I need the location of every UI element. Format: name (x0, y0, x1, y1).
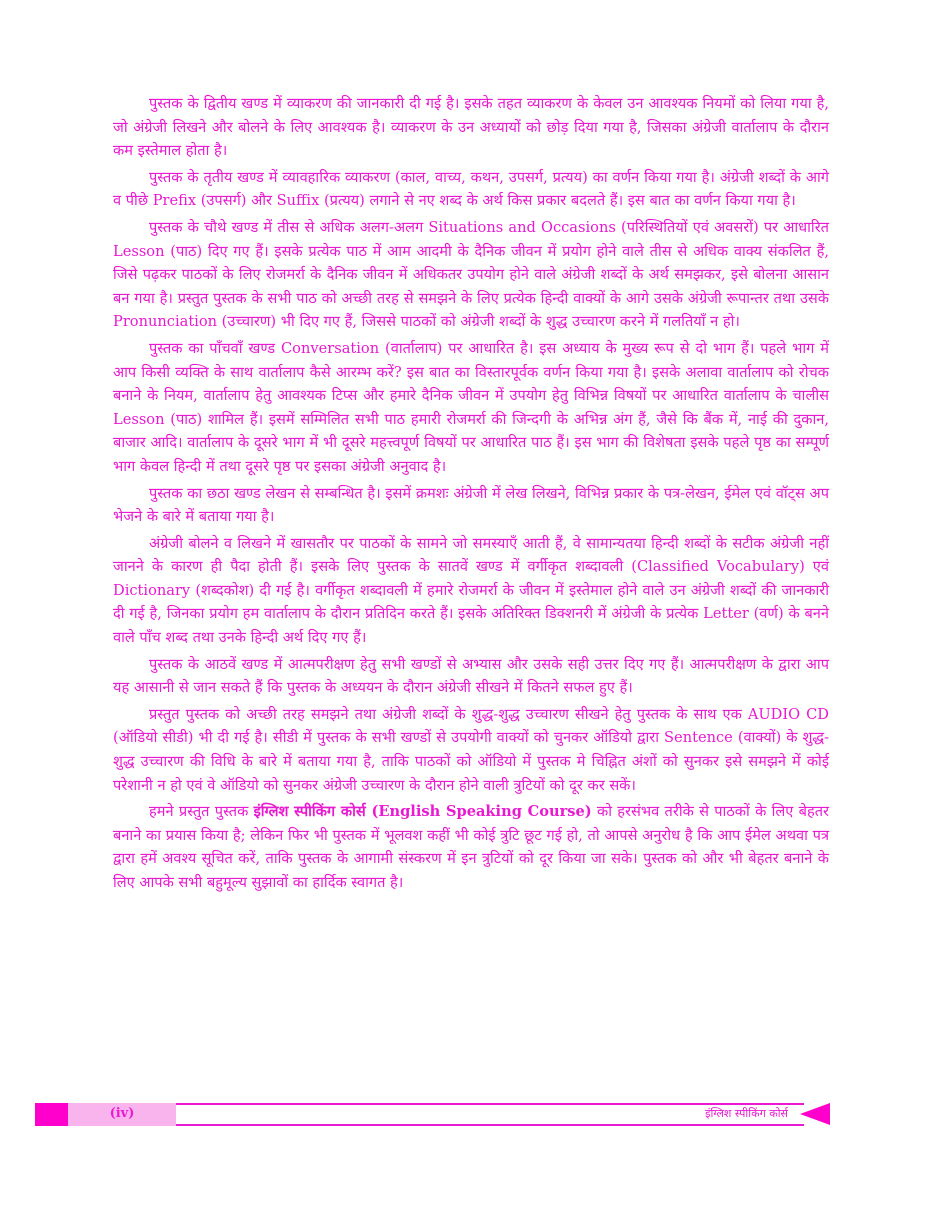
paragraph-closing (113, 800, 829, 894)
footer-arrow-icon (800, 1103, 830, 1125)
paragraph-section-eight: पुस्तक के आठवें खण्ड में आत्मपरीक्षण हेतु सभी खण्डों से अभ्यास और उसके सही उत्तर दिए गए हैं। आत्मपरीक्षण के द्वारा आप यह आसानी से जान सकते हैं कि पुस्तक के अध्ययन के दौरान अंग्रेजी सीखने में कितने सफल हुए हैं। (113, 655, 829, 697)
closing-text-after: को हरसंभव तरीके से पाठकों के लिए बेहतर बनाने का प्रयास किया है; लेकिन फिर भी पुस्तक में भूलवश कहीं भी कोई त्रुटि छूट गई हो, तो आपसे अनुरोध है कि आप ईमेल अथवा पत्र द्वारा हमें अवश्य सूचित करें, ताकि पुस्तक के आगामी संस्करण में इन त्रुटियों को दूर किया जा सके। पुस्तक को और भी बेहतर बनाने के लिए आपके सभी बहुमूल्य सुझावों का हार्दिक स्वागत है। (113, 803, 830, 891)
paragraph-section-three: पुस्तक के तृतीय खण्ड में व्यावहारिक व्याकरण (काल, वाच्य, कथन, उपसर्ग, प्रत्यय) का वर्णन किया गया है। अंग्रेजी शब्दों के आगे व पीछे Prefix (उपसर्ग) और Suffix (प्रत्यय) लगाने से नए शब्द के अर्थ किस प्रकार बदलते हैं। इस बात का वर्णन किया गया है। (113, 168, 829, 210)
book-title-bold: इंग्लिश स्पीकिंग कोर्स (English Speaking Course) (253, 803, 592, 821)
paragraph-section-five: पुस्तक का पाँचवाँ खण्ड Conversation (वार्तालाप) पर आधारित है। इस अध्याय के मुख्य रूप से दो भाग हैं। पहले भाग में आप किसी व्यक्ति के साथ वार्तालाप कैसे आरम्भ करें? इस बात का विस्तारपूर्वक वर्णन किया गया है। इसके अलावा वार्तालाप को रोचक बनाने के नियम, वार्तालाप हेतु आवश्यक टिप्स और हमारे दैनिक जीवन में उपयोग हेतु विभिन्न विषयों पर आधारित वार्तालाप के चालीस Lesson (पाठ) शामिल हैं। इसमें सम्मिलित सभी पाठ हमारी रोजमर्रा की जिन्दगी के अभिन्न अंग हैं, जैसे कि बैंक में, नाई की दुकान, बाजार आदि। वार्तालाप के दूसरे भाग में भी दूसरे महत्त्वपूर्ण विषयों पर आधारित पाठ हैं। इस भाग की विशेषता इसके पहले पृष्ठ का सम्पूर्ण भाग केवल हिन्दी में तथा दूसरे पृष्ठ पर इसका अंग्रेजी अनुवाद है। (113, 339, 829, 475)
page-body (113, 92, 829, 898)
footer-book-title: इंग्लिश स्पीकिंग कोर्स (705, 1107, 788, 1120)
paragraph-section-four: पुस्तक के चौथे खण्ड में तीस से अधिक अलग-अलग Situations and Occasions (परिस्थितियों एवं अवसरों) पर आधारित Lesson (पाठ) दिए गए हैं। इसके प्रत्येक पाठ में आम आदमी के दैनिक जीवन में प्रयोग होने वाले तीस से अधिक वाक्य संकलित हैं, जिसे पढ़कर पाठकों के लिए रोजमर्रा के दैनिक जीवन में अधिकतर उपयोग होने वाले अंग्रेजी शब्दों के अर्थ समझकर, इसे बोलना आसान बन गया है। प्रस्तुत पुस्तक के सभी पाठ को अच्छी तरह से समझने के लिए प्रत्येक हिन्दी वाक्यों के आगे उसके अंग्रेजी रूपान्तर तथा उसके Pronunciation (उच्चारण) भी दिए गए हैं, जिससे पाठकों को अंग्रेजी शब्दों के शुद्ध उच्चारण करने में गलतियाँ न हो। (113, 218, 829, 331)
paragraph-section-seven: अंग्रेजी बोलने व लिखने में खासतौर पर पाठकों के सामने जो समस्याएँ आती हैं, वे सामान्यतया हिन्दी शब्दों के सटीक अंग्रेजी नहीं जानने के कारण ही पैदा होती हैं। इसके लिए पुस्तक के सातवें खण्ड में वर्गीकृत शब्दावली (Classified Vocabulary) एवं Dictionary (शब्दकोश) दी गई है। वर्गीकृत शब्दावली में हमारे रोजमर्रा के जीवन में इस्तेमाल होने वाले उन अंग्रेजी शब्दों की जानकारी दी गई है, जिनका प्रयोग हम वार्तालाप के दौरान प्रतिदिन करते हैं। इसके अतिरिक्त डिक्शनरी में अंग्रेजी के प्रत्येक Letter (वर्ण) के बनने वाले पाँच शब्द तथा उनके हिन्दी अर्थ दिए गए हैं। (113, 534, 829, 647)
paragraph-audio-cd: प्रस्तुत पुस्तक को अच्छी तरह समझने तथा अंग्रेजी शब्दों के शुद्ध-शुद्ध उच्चारण सीखने हेतु पुस्तक के साथ एक AUDIO CD (ऑडियो सीडी) भी दी गई है। सीडी में पुस्तक के सभी खण्डों से उपयोगी वाक्यों को चुनकर ऑडियो द्वारा Sentence (वाक्यों) के शुद्ध-शुद्ध उच्चारण की विधि के बारे में बताया गया है, ताकि पाठकों को ऑडियो में पुस्तक मे चिह्नित अंशों को सुनकर इसे समझने में कोई परेशानी न हो एवं वे ऑडियो को सुनकर अंग्रेजी उच्चारण के दौरान होने वाली त्रुटियों को दूर कर सकें। (113, 705, 829, 794)
closing-text-before: हमने प्रस्तुत पुस्तक (149, 803, 254, 821)
paragraph-section-two: पुस्तक के द्वितीय खण्ड में व्याकरण की जानकारी दी गई है। इसके तहत व्याकरण के केवल उन आवश्यक नियमों को लिया गया है, जो अंग्रेजी लिखने और बोलने के लिए आवश्यक है। व्याकरण के उन अध्यायों को छोड़ दिया गया है, जिसका अंग्रेजी वार्तालाप के दौरान कम इस्तेमाल होता है। (113, 95, 829, 160)
page-footer (35, 1103, 830, 1126)
paragraph-section-six: पुस्तक का छठा खण्ड लेखन से सम्बन्धित है। इसमें क्रमशः अंग्रेजी में लेख लिखने, विभिन्न प्रकार के पत्र-लेखन, ईमेल एवं वॉट्स अप भेजने के बारे में बताया गया है। (113, 484, 829, 526)
footer-accent-block (35, 1103, 68, 1126)
page-number: (iv) (109, 1106, 135, 1121)
